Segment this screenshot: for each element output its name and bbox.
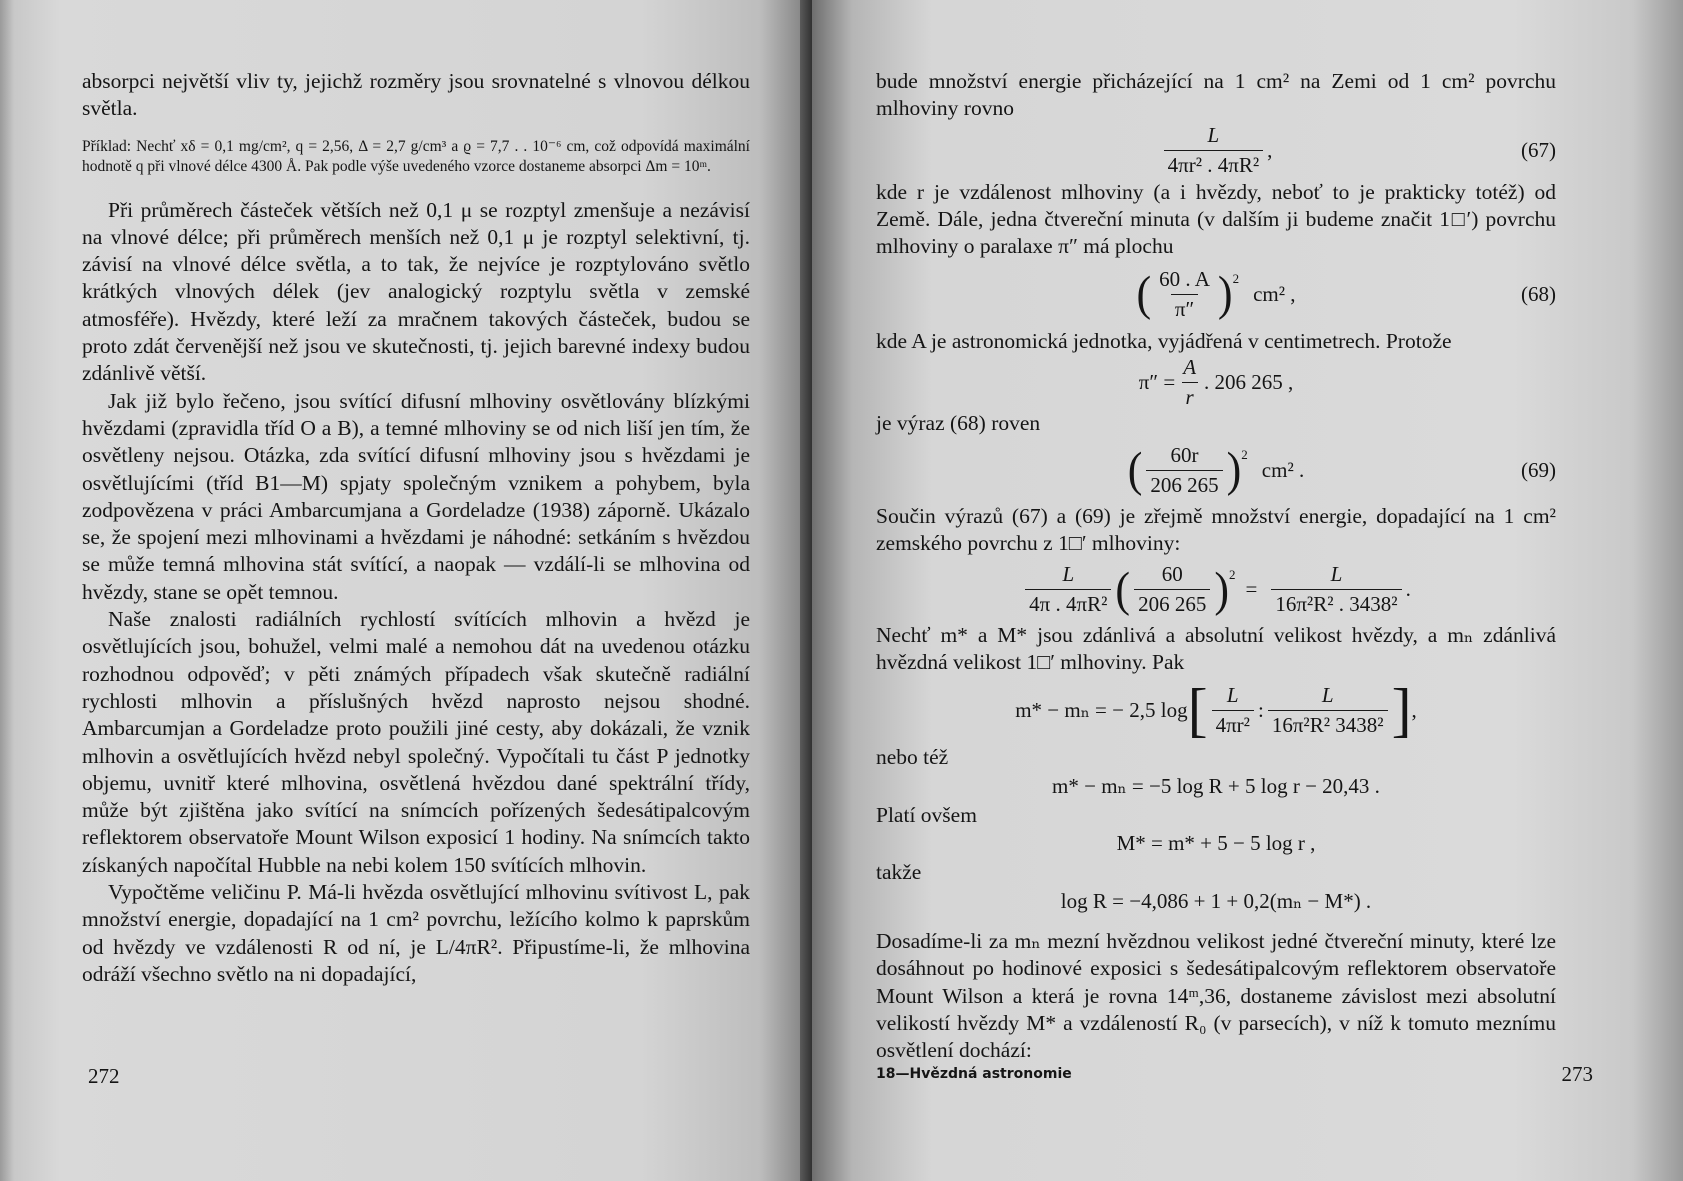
paragraph: takže — [876, 859, 922, 884]
paragraph: je výraz (68) roven — [876, 410, 1041, 435]
paragraph: Platí ovšem — [876, 802, 977, 827]
equation-label: (68) — [1521, 281, 1556, 306]
paragraph: bude množství energie přicházející na 1 cm² na Zemi od 1 cm² povrchu mlhoviny rovno — [876, 69, 1556, 121]
equation-product: $\frac{L}{\text{4π . 4πR²}}$ ( $\frac{60}{206 265}$ ) 2 = $\frac{L}{\text{16π²R² . 3438²}}$ . — [876, 558, 1556, 622]
equation-69: ( $\frac{60r}{206 265}$ ) 2 cm² . (69) — [1127, 442, 1556, 497]
left-page — [0, 0, 812, 1181]
paragraph: Při průměrech částeček větších než 0,1 μ se rozptyl zmenšuje a nezávisí na vlnové délce; při průměrech menších než 0,1 μ je rozptyl selektivní, tj. závisí na vlnové délce světla, a to tak, že nejvíce je rozptylováno světlo krátkých vlnových délek (jev analogický rozptylu světla v zemské atmosféře). Hvězdy, které leží za mračnem takových částeček, budou se proto zdát červenější než jsou ve skutečnosti, tj. jejich barevné indexy budou zdánlivě větší. — [82, 197, 750, 386]
right-page-text — [876, 68, 1556, 1065]
paragraph: nebo též — [876, 745, 949, 770]
equation-label: (67) — [1521, 138, 1556, 163]
equation-a: m* − mₙ = −5 log R + 5 log r − 20,43 . — [1052, 774, 1380, 799]
paragraph: Nechť m* a M* jsou zdánlivá a absolutní velikost hvězdy, a mₙ zdánlivá hvězdná velikost 1□′ mlhoviny. Pak — [876, 622, 1556, 674]
paragraph: Jak již bylo řečeno, jsou svítící difusní mlhoviny osvětlovány blízkými hvězdami (zpravidla tříd O a B), a temné mlhoviny se od nich liší jen tím, že osvětleny nejsou. Otázka, zda svítící difusní mlhoviny jsou s hvězdami je osvětlujícími (tříd B1—M) spjaty společným vznikem a pohybem, byla zodpovězena v práci Ambarcumjana a Gordeladze (1938) záporně. Ukázalo se, že spojení mezi mlhovinami a hvězdami je náhodné: setkáním s hvězdou se může temná mlhovina stát svítící, a naopak — vzdálí-li se mlhovina od hvězdy, stane se opět temnou. — [82, 388, 750, 604]
left-page-text — [82, 68, 750, 988]
paragraph: kde A je astronomická jednotka, vyjádřená v centimetrech. Protože — [876, 329, 1452, 354]
equation-68: ( $\frac{60 . A}{\pi''}$ ) 2 cm² , (68) — [1136, 266, 1556, 321]
equation-log: m* − mₙ = − 2,5 log [ $\frac{L}{\text{4πr²}}$ : $\frac{L}{\text{16π²R² 3438²}}$ ] , — [1015, 677, 1417, 744]
paragraph: Součin výrazů (67) a (69) je zřejmě množství energie, dopadající na 1 cm² zemského povrchu z 1□′ mlhoviny: — [876, 504, 1556, 556]
equation-parallax: π″ = $\frac{A}{r}$ . 206 265 , — [1138, 355, 1294, 410]
equation-b: M* = m* + 5 − 5 log r , — [1116, 831, 1316, 856]
example-paragraph: Příklad: Nechť xδ = 0,1 mg/cm², q = 2,56, Δ = 2,7 g/cm³ a ϱ = 7,7 . . 10⁻⁶ cm, což odpovídá maximální hodnotě q při vlnové délce 4300 Å. Pak podle výše uvedeného vzorce dostaneme absorpci Δm = 10ᵐ. — [82, 137, 750, 175]
right-page — [812, 0, 1683, 1181]
equation-label: (69) — [1521, 457, 1556, 482]
paragraph: Vypočtěme veličinu P. Má-li hvězda osvětlující mlhovinu svítivost L, pak množství energie, dopadající na 1 cm² povrchu, ležícího kolmo k paprskům od hvězdy ve vzdálenosti R od ní, je L/4πR². Připustíme-li, že mlhovina odráží všechno světlo na ni dopadající, — [82, 880, 750, 986]
footer-title: 18—Hvězdná astronomie — [876, 1066, 1072, 1082]
paragraph: absorpci největší vliv ty, jejichž rozměry jsou srovnatelné s vlnovou délkou světla. — [82, 69, 750, 121]
paragraph: kde r je vzdálenost mlhoviny (a i hvězdy, neboť to je prakticky totéž) od Země. Dále, jedna čtvereční minuta (v dalším ji budeme značit 1□′) povrchu mlhoviny o paralaxe π″ má plochu — [876, 179, 1556, 259]
page-number-right: 273 — [1561, 1062, 1593, 1086]
paragraph: Dosadíme-li za mₙ mezní hvězdnou velikost jedné čtvereční minuty, které lze dosáhnout po hodinové exposici s šedesátipalcovým reflektorem observatoře Mount Wilson a která je rovna 14ᵐ,36, dostaneme závislost mezi absolutní velikostí hvězdy M* a vzdáleností R₀ (v parsecích), v níž k tomuto meznímu osvětlení dochází: — [876, 929, 1556, 1063]
equation-67: $\frac{L}{\text{4πr² . 4πR²}}$ , (67) — [876, 123, 1556, 179]
paragraph: Naše znalosti radiálních rychlostí svítících mlhovin a hvězd je osvětlujících jsou, bohužel, velmi malé a nemohou dát na uvedenou otázku rozhodnou odpověď; v pěti známých případech však skutečně radiální rychlosti mlhovin a příslušných hvězd naprosto nejsou shodné. Ambarcumjan a Gordeladze proto použili jiné cesty, aby dokázali, že vznik mlhovin a osvětlujících hvězd nebyl společný. Vypočítali tu část P jednotky objemu, uvnitř které mlhovina, osvětlená hvězdou dané spektrální třídy, může být zjištěna jako svítící na snímcích pořízených šedesátipalcovým reflektorem observatoře Mount Wilson exposicí 1 hodiny. Na snímcích takto získaných napočítal Hubble na nebi kolem 150 svítících mlhovin. — [82, 607, 750, 877]
page-number-left: 272 — [88, 1064, 120, 1088]
equation-c: log R = −4,086 + 1 + 0,2(mₙ − M*) . — [1060, 888, 1372, 913]
